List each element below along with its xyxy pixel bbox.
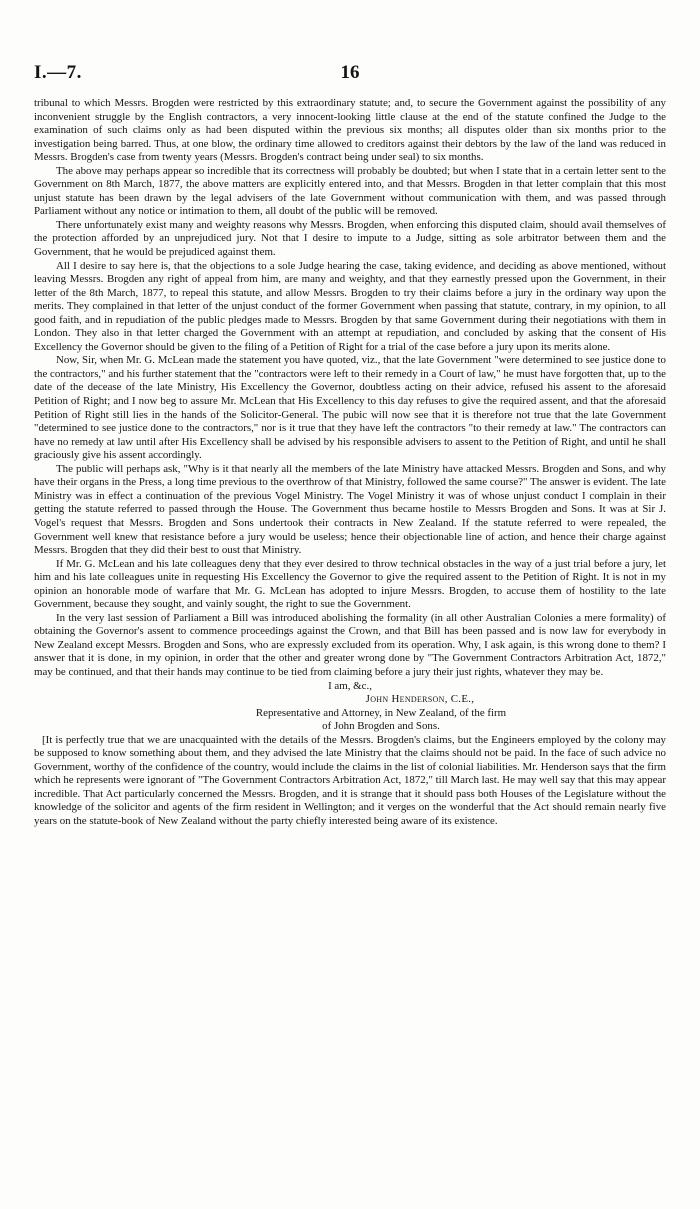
document-reference: I.—7. — [34, 62, 82, 83]
letter-body — [34, 97, 666, 829]
signature-salutation: I am, &c., — [328, 679, 372, 692]
signature-title: Representative and Attorney, in New Zealand, of the firm — [255, 706, 507, 719]
paragraph: All I desire to say here is, that the objections to a sole Judge hearing the case, taking evidence, and deciding as above mentioned, without leaving Messrs. Brogden any right of appeal from him, are many and weighty, and that they earnestly pressed upon the Government, in their letter of the 8th March, 1877, to repeal this statute, and allow Messrs. Brogden to try their claims before a jury in the ordinary way upon the merits. They complained in that letter of the unjust conduct of the former Government when passing that statute, contrary, in my opinion, to all good faith, and in repudiation of the public pledges made to Messrs. Brogden by that same Government during their negotiations with them in London. They also in that letter charged the Government with an attempt at repudiation, and concluded by asking that the consent of His Excellency the Governor should be given to the filing of a Petition of Right for a trial of the case before a jury upon its merits alone. — [34, 259, 666, 353]
paragraph: The above may perhaps appear so incredible that its correctness will probably be doubted; but when I state that in a certain letter sent to the Government on 8th March, 1877, the above matters are explicitly entered into, and that Messrs. Brogden in that letter complain that this most unjust statute has been drawn by the legal advisers of the late Government without communication with them, and was passed through Parliament without any notice or intimation to them, all doubt of the public will be removed. — [34, 164, 666, 218]
paragraph: tribunal to which Messrs. Brogden were restricted by this extraordinary statute; and, to secure the Government against the possibility of any inconvenient struggle by the English contractors, a very innocent-looking little clause at the end of the statute confined the Judge to the examination of such claims only as had been disputed within the previous six months; all disputes older than six months prior to the investigation being barred. Thus, at one blow, the ordinary time allowed to creditors against their debtors by the law of the land was reduced in Messrs. Brogden's case from twenty years (Messrs. Brogden's contract being under seal) to six months. — [34, 97, 666, 164]
paragraph: The public will perhaps ask, "Why is it that nearly all the members of the late Ministry have attacked Messrs. Brogden and Sons, and why have their organs in the Press, a long time previous to the overthrow of that Ministry, followed the same course?" The answer is evident. The late Ministry was in effect a continuation of the previous Vogel Ministry. The Vogel Ministry it was of whose unjust conduct I complain in their getting the statute referred to passed through the House. The Government thus became hostile to Messrs Brogden and Sons. It was at Sir J. Vogel's request that Messrs. Brogden and Sons undertook their contracts in New Zealand. If the statute referred to were repealed, the Government well knew that resistance before a jury would be useless; hence their objectionable line of action, and hence their charge against Messrs. Brogden that they did their best to oust that Ministry. — [34, 462, 666, 557]
paragraph: If Mr. G. McLean and his late colleagues deny that they ever desired to throw technical obstacles in the way of a just trial before a jury, let him and his late colleagues unite in requesting His Excellency the Governor to give the required assent to the Petition of Right. It is not in my opinion an honorable mode of warfare that Mr. G. McLean has adopted to injure Messrs. Brogden, to accuse them of hostility to the late Government, because they sought, and vainly sought, the right to sue the Government. — [34, 557, 666, 611]
page-header — [34, 62, 666, 86]
editorial-note: [It is perfectly true that we are unacquainted with the details of the Messrs. Brogden's claims, but the Engineers employed by the colony may be supposed to know something about them, and they advised the late Ministry that the claims should not be paid. In the face of such advice no Government, worthy of the confidence of the country, would include the claims in the list of colonial liabilities. Mr. Henderson says that the firm which he represents were ignorant of "The Government Contractors Arbitration Act, 1872," till March last. He may well say that this may appear incredible. That Act particularly concerned the Messrs. Brogden, and it is strange that it should pass both Houses of the Legislature without the knowledge of the solicitor and agents of the firm resident in Wellington; and it verges on the wonderful that the Act should remain nearly five years on the statute-book of New Zealand without the party chiefly interested being aware of its existence. — [34, 733, 666, 827]
signature-name: John Henderson, C.E., — [365, 693, 475, 706]
paragraph: In the very last session of Parliament a Bill was introduced abolishing the formality (in all other Australian Colonies a mere formality) of obtaining the Governor's assent to commence proceedings against the Crown, and that Bill has been passed and is now law for everybody in New Zealand except Messrs. Brogden and Sons, who are expressly excluded from its operation. Why, I ask again, is this wrong done to them? I answer that it is done, in my opinion, in order that the other and greater wrong done by "The Government Contractors Arbitration Act, 1872," may be continued, and that their hands may continue to be tied from claiming before a jury their just rights, whatever they may be. — [34, 611, 666, 678]
signature-block — [34, 680, 666, 734]
paragraph: There unfortunately exist many and weighty reasons why Messrs. Brogden, when enforcing this disputed claim, should avail themselves of the protection afforded by an unprejudiced jury. Not that I desire to impute to a Judge, sitting as sole arbitrator between them and the Government, that he would be prejudiced against them. — [34, 218, 666, 259]
page-number: 16 — [340, 62, 360, 83]
paragraph: Now, Sir, when Mr. G. McLean made the statement you have quoted, viz., that the late Government "were determined to see justice done to the contractors," and his further statement that the "contractors were left to their remedy in a Court of law," he must have forgotten that, up to the date of the decease of the late Ministry, His Excellency the Governor, doubtless acting on their advice, refused his assent to the aforesaid Petition of Right; and I now beg to assure Mr. McLean that His Excellency to this day refuses to give the required assent, and that the aforesaid Petition of Right still lies in the hands of the Solicitor-General. The pubic will now see that it is therefore not true that the late Government "determined to see justice done to the contractors," nor is it true that they have left the contractors "to their remedy at law." The contractors can have no remedy at law until after His Excellency shall be advised by his responsible advisers to assent to the Petition of Right, and until he shall graciously give his assent accordingly. — [34, 354, 666, 462]
signature-firm: of John Brogden and Sons. — [322, 720, 440, 733]
